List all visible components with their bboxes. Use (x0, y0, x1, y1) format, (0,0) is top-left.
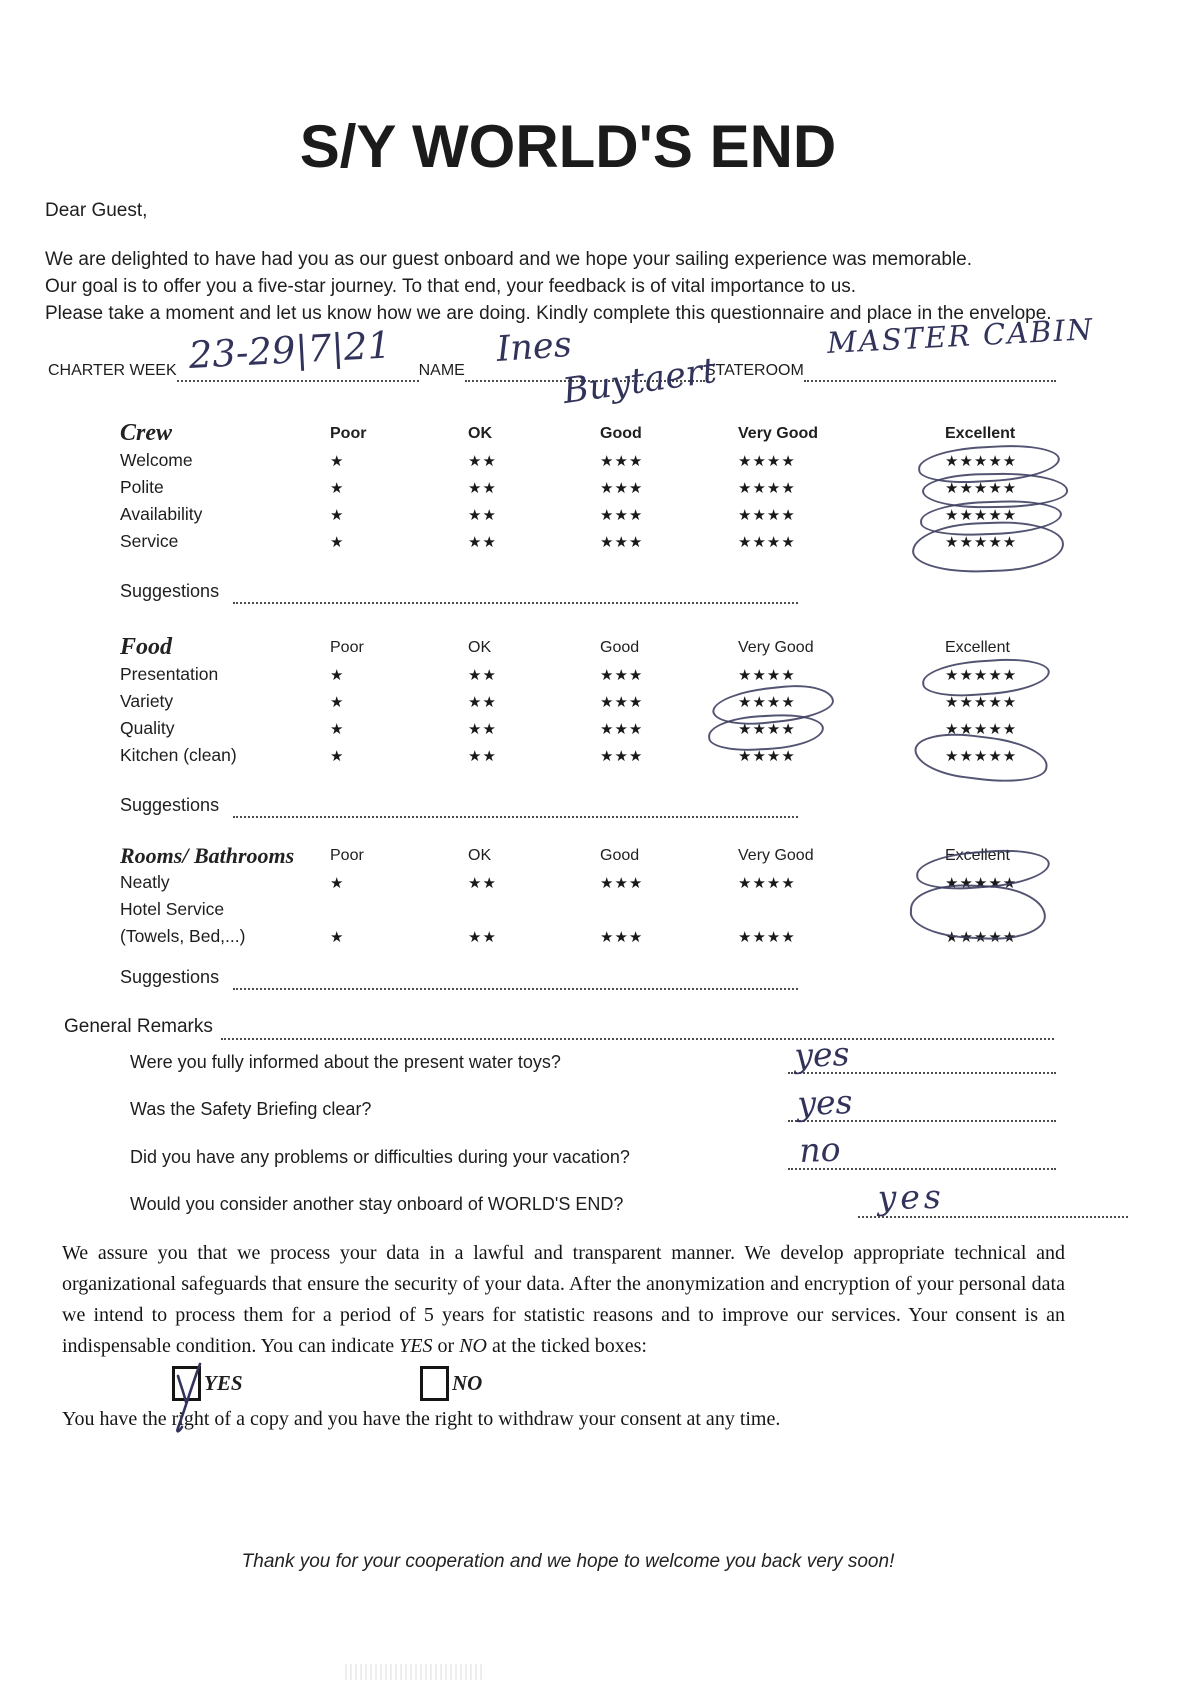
rating-option-poor[interactable]: ★ (330, 747, 345, 765)
question-water-toys: Were you fully informed about the present water toys? (130, 1052, 561, 1072)
rooms-section-heading: Rooms/ Bathrooms (120, 842, 295, 868)
rating-option-good[interactable]: ★★★ (600, 506, 644, 524)
food-suggestions-row (120, 795, 798, 818)
rating-option-poor[interactable]: ★ (330, 874, 345, 892)
column-header-ok: OK (468, 846, 492, 864)
consent-no-checkbox[interactable] (420, 1366, 449, 1401)
rating-option-very-good[interactable]: ★★★★ (738, 666, 796, 684)
crew-suggestions-row (120, 581, 798, 604)
column-header-excellent: Excellent (945, 638, 1010, 656)
rating-option-ok[interactable]: ★★ (468, 666, 497, 684)
closing-message: Thank you for your cooperation and we hope to welcome you back very soon! (241, 1551, 895, 1572)
general-remarks-label: General Remarks (64, 1016, 213, 1037)
consent-paragraph (62, 1238, 1065, 1362)
column-header-good: Good (600, 638, 640, 656)
rating-row-label: Availability (120, 504, 203, 524)
rating-option-good[interactable]: ★★★ (600, 533, 644, 551)
general-remarks-row (64, 1016, 1054, 1040)
intro-line-2: Our goal is to offer you a five-star journey. To that end, your feedback is of vital importance to us. (45, 276, 857, 297)
rating-option-good[interactable]: ★★★ (600, 693, 644, 711)
stateroom-label: STATEROOM (704, 362, 804, 379)
consent-yes-checkbox-label: YES (204, 1371, 243, 1395)
rating-option-good[interactable]: ★★★ (600, 720, 644, 738)
rating-option-very-good[interactable]: ★★★★ (738, 533, 796, 551)
rating-option-good[interactable]: ★★★ (600, 928, 644, 946)
column-header-poor: Poor (330, 638, 364, 656)
rating-option-good[interactable]: ★★★ (600, 747, 644, 765)
answer-handwriting-safety-briefing: yes (796, 1082, 854, 1123)
rating-option-ok[interactable]: ★★ (468, 720, 497, 738)
rating-option-excellent[interactable]: ★★★★★ (945, 874, 1018, 892)
rating-option-ok[interactable]: ★★ (468, 928, 497, 946)
intro-paragraph (45, 246, 1052, 327)
rating-option-ok[interactable]: ★★ (468, 506, 497, 524)
rating-option-poor[interactable]: ★ (330, 928, 345, 946)
rating-row-label: Neatly (120, 872, 170, 892)
rating-option-good[interactable]: ★★★ (600, 452, 644, 470)
column-header-very-good: Very Good (738, 638, 814, 656)
crew-section-heading: Crew (120, 420, 173, 446)
charter-week-handwriting: 23-29|7|21 (187, 323, 392, 377)
rooms-suggestions-input-line[interactable] (233, 972, 798, 990)
intro-line-3: Please take a moment and let us know how we are doing. Kindly complete this questionnaire and place in the envelope. (45, 303, 1052, 324)
rating-row-label: Kitchen (clean) (120, 745, 237, 765)
rating-row-label: Service (120, 531, 179, 551)
rating-option-good[interactable]: ★★★ (600, 479, 644, 497)
scan-artifact (345, 1664, 483, 1680)
answer-handwriting-water-toys: yes (793, 1034, 851, 1075)
food-section-heading: Food (120, 634, 173, 660)
rating-row-label: Welcome (120, 450, 193, 470)
question-another-stay: Would you consider another stay onboard of WORLD'S END? (130, 1194, 624, 1214)
answer-handwriting-another-stay: yes (877, 1176, 946, 1217)
rating-option-excellent[interactable]: ★★★★★ (945, 747, 1018, 765)
consent-yes-word: YES (399, 1335, 433, 1357)
consent-no-word: NO (459, 1335, 487, 1357)
rating-option-excellent[interactable]: ★★★★★ (945, 928, 1018, 946)
rating-option-good[interactable]: ★★★ (600, 666, 644, 684)
column-header-very-good: Very Good (738, 846, 814, 864)
rating-option-ok[interactable]: ★★ (468, 693, 497, 711)
rating-option-ok[interactable]: ★★ (468, 452, 497, 470)
rating-row-label: Variety (120, 691, 174, 711)
column-header-excellent: Excellent (945, 424, 1016, 442)
rating-option-poor[interactable]: ★ (330, 533, 345, 551)
rating-option-good[interactable]: ★★★ (600, 874, 644, 892)
rating-option-very-good[interactable]: ★★★★ (738, 506, 796, 524)
rating-option-excellent[interactable]: ★★★★★ (945, 693, 1018, 711)
rating-option-ok[interactable]: ★★ (468, 533, 497, 551)
crew-suggestions-input-line[interactable] (233, 586, 798, 604)
consent-tail: at the ticked boxes: (486, 1335, 647, 1357)
tick-mark (164, 1354, 214, 1434)
rating-option-very-good[interactable]: ★★★★ (738, 928, 796, 946)
rating-option-ok[interactable]: ★★ (468, 479, 497, 497)
name-handwriting-line1: Ines (495, 324, 573, 370)
general-remarks-input-line[interactable] (221, 1022, 1054, 1040)
rating-option-excellent[interactable]: ★★★★★ (945, 533, 1018, 551)
rating-option-ok[interactable]: ★★ (468, 874, 497, 892)
rating-option-ok[interactable]: ★★ (468, 747, 497, 765)
rating-option-very-good[interactable]: ★★★★ (738, 747, 796, 765)
rating-option-poor[interactable]: ★ (330, 506, 345, 524)
rating-option-excellent[interactable]: ★★★★★ (945, 479, 1018, 497)
column-header-ok: OK (468, 638, 492, 656)
rating-option-poor[interactable]: ★ (330, 720, 345, 738)
consent-no-checkbox-label: NO (452, 1371, 483, 1395)
name-handwriting-line2: Buytaert (560, 350, 719, 412)
column-header-poor: Poor (330, 846, 364, 864)
rooms-suggestions-row (120, 967, 798, 990)
page-title: S/Y WORLD'S END (299, 113, 837, 180)
rating-option-poor[interactable]: ★ (330, 693, 345, 711)
suggestions-label: Suggestions (120, 967, 220, 987)
rating-row-label: Polite (120, 477, 164, 497)
rating-option-poor[interactable]: ★ (330, 479, 345, 497)
rating-option-very-good[interactable]: ★★★★ (738, 479, 796, 497)
consent-or-word: or (432, 1335, 460, 1357)
greeting: Dear Guest, (45, 200, 148, 221)
column-header-excellent: Excellent (945, 846, 1010, 864)
rating-row-sublabel: (Towels, Bed,...) (120, 926, 246, 946)
answer-handwriting-problems: no (798, 1129, 842, 1170)
rating-option-poor[interactable]: ★ (330, 452, 345, 470)
rating-option-excellent[interactable]: ★★★★★ (945, 666, 1018, 684)
question-safety-briefing: Was the Safety Briefing clear? (130, 1099, 372, 1119)
suggestions-label: Suggestions (120, 795, 220, 815)
name-label: NAME (418, 362, 465, 379)
rating-option-very-good[interactable]: ★★★★ (738, 720, 796, 738)
charter-week-label: CHARTER WEEK (48, 362, 177, 379)
stateroom-input-line[interactable] (804, 364, 1056, 382)
intro-line-1: We are delighted to have had you as our guest onboard and we hope your sailing experience was memorable. (45, 249, 973, 270)
rating-option-excellent[interactable]: ★★★★★ (945, 720, 1018, 738)
column-header-very-good: Very Good (738, 424, 819, 442)
stateroom-handwriting: MASTER CABIN (826, 312, 1095, 360)
column-header-ok: OK (468, 424, 492, 442)
consent-body: We assure you that we process your data in a lawful and transparent manner. We develop appropriate technical and organizational safeguards that ensure the security of your data. After the anonymization and encryption of your personal data we intend to process them for a period of 5 years for statistic reasons and to improve our services. Your consent is an indispensable condition. You can indicate (62, 1242, 1065, 1357)
consent-rights-text: You have the right of a copy and you have the right to withdraw your consent at any time. (62, 1408, 781, 1430)
suggestions-label: Suggestions (120, 581, 220, 601)
rating-option-excellent[interactable]: ★★★★★ (945, 452, 1018, 470)
column-header-poor: Poor (330, 424, 367, 442)
column-header-good: Good (600, 424, 642, 442)
rating-option-poor[interactable]: ★ (330, 666, 345, 684)
rating-option-very-good[interactable]: ★★★★ (738, 693, 796, 711)
rating-option-very-good[interactable]: ★★★★ (738, 874, 796, 892)
rating-row-label: Presentation (120, 664, 219, 684)
food-suggestions-input-line[interactable] (233, 800, 798, 818)
rating-row-label: Hotel Service (120, 899, 225, 919)
rating-option-excellent[interactable]: ★★★★★ (945, 506, 1018, 524)
question-problems: Did you have any problems or difficulties during your vacation? (130, 1147, 630, 1167)
rating-option-very-good[interactable]: ★★★★ (738, 452, 796, 470)
rating-row-label: Quality (120, 718, 175, 738)
column-header-good: Good (600, 846, 640, 864)
